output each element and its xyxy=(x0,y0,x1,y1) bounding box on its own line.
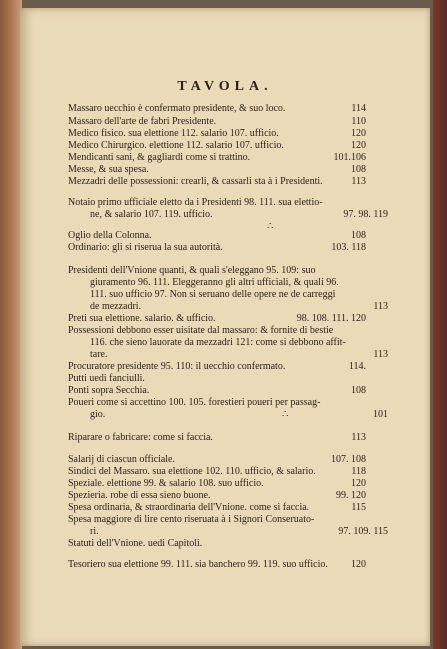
index-entry-continuation: giuramento 96. 111. Eleggeranno gli altri ufficiali, & quali 96. xyxy=(90,277,339,288)
index-entry: Poueri come si accettino 100. 105. forestieri poueri per passag- xyxy=(68,397,321,408)
index-entry: Procuratore presidente 95. 110: il uecchio confermato. 114. xyxy=(68,361,366,372)
index-entry: Medico fisico. sua elettione 112. salario 107. ufficio. 120 xyxy=(68,128,366,139)
book-cover-left xyxy=(0,0,22,649)
index-entry-continuation: ne, & salario 107. 119. ufficio. 97. 98. 119 xyxy=(90,209,388,220)
index-entry: Mendicanti sani, & gagliardi come si trattino. 101.106 xyxy=(68,152,366,163)
page-title: TAVOLA. xyxy=(177,79,273,94)
index-entry: Tesoriero sua elettione 99. 111. sia banchero 99. 119. suo ufficio. 120 xyxy=(68,559,366,570)
index-entry: Messe, & sua spesa. 108 xyxy=(68,164,366,175)
index-entry: Medico Chirurgico. elettione 112. salario 107. ufficio. 120 xyxy=(68,140,366,151)
index-entry: Putti uedi fanciulli. xyxy=(68,373,145,384)
index-entry: Massaro uecchio è confermato presidente, & suo loco. 114 xyxy=(68,103,366,114)
index-entry: Spesa ordinaria, & straordinaria dell'Vnione. come si faccia. 115 xyxy=(68,502,366,513)
index-entry: Massaro dell'arte de fabri Presidente. 110 xyxy=(68,116,366,127)
index-entry: Preti sua elettione. salario. & ufficio. 98. 108. 111. 120 xyxy=(68,313,366,324)
index-entry: Spezieria. robe di essa sieno buone. 99. 120 xyxy=(68,490,366,501)
index-entry-continuation: tare. 113 xyxy=(90,349,388,360)
index-entry-continuation: 111. suo ufficio 97. Non si seruano delle opere ne de carreggi xyxy=(90,289,336,300)
printer-ornament: ∴ xyxy=(267,221,274,232)
printer-ornament: ∴ xyxy=(282,409,289,420)
index-entry: Spesa maggiore di lire cento riseruata à i Signori Conseruato- xyxy=(68,514,315,525)
index-entry: Mezzadri delle possessioni: crearli, & cassarli sta à i Presidenti. 113 xyxy=(68,176,366,187)
index-entry: Speziale. elettione 99. & salario 108. suo ufficio. 120 xyxy=(68,478,366,489)
index-entry: Notaio primo ufficiale eletto da i Presidenti 98. 111. sua elettio- xyxy=(68,197,323,208)
index-entry: Ponti sopra Secchia. 108 xyxy=(68,385,366,396)
index-entry: Possessioni debbono esser uisitate dal massaro: & fornite di bestie xyxy=(68,325,334,336)
index-entry: Statuti dell'Vnione. uedi Capitoli. xyxy=(68,538,203,549)
index-entry: Presidenti dell'Vnione quanti, & quali s'eleggano 95. 109: suo xyxy=(68,265,316,276)
book-page xyxy=(20,8,430,646)
book-cover-right xyxy=(433,0,447,649)
index-entry: Salarij di ciascun officiale. 107. 108 xyxy=(68,454,366,465)
index-entry: Riparare o fabricare: come si faccia. 113 xyxy=(68,432,366,443)
index-entry-continuation: ri. 97. 109. 115 xyxy=(90,526,388,537)
index-entry: Sindici del Massaro. sua elettione 102. 110. ufficio, & salario. 118 xyxy=(68,466,366,477)
index-entry-continuation: de mezzadri. 113 xyxy=(90,301,388,312)
index-entry-continuation: gio. 101 xyxy=(90,409,388,420)
index-entry: Oglio della Colonna. 108 xyxy=(68,230,366,241)
index-entry: Ordinario: gli si riserua la sua autorità. 103. 118 xyxy=(68,242,366,253)
index-entry-continuation: 116. che sieno lauorate da mezzadri 121: come si debbono affit- xyxy=(90,337,346,348)
